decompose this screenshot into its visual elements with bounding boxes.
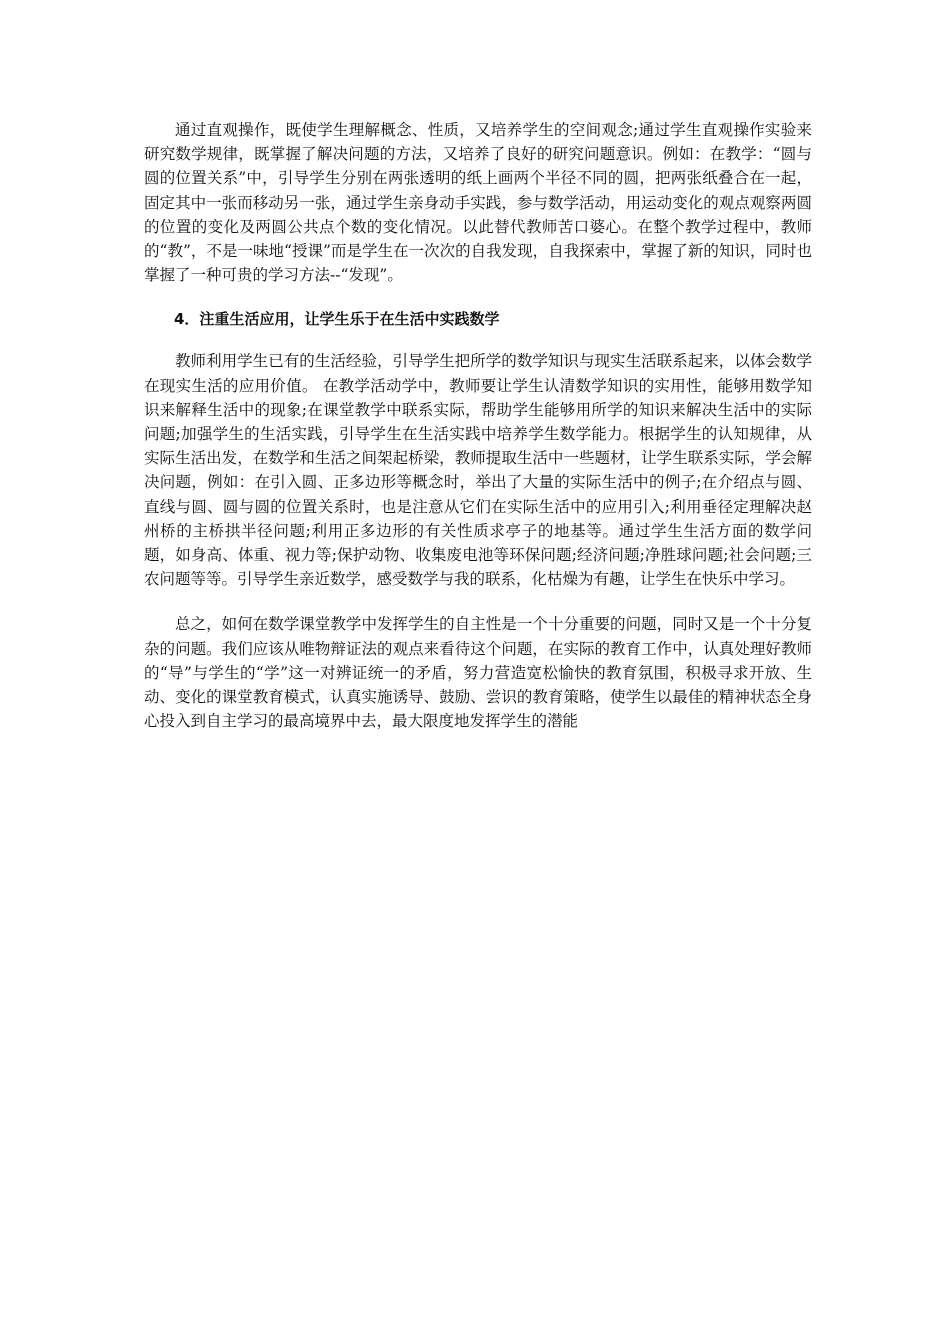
section-heading-4: 4．注重生活应用，让学生乐于在生活中实践数学 bbox=[174, 310, 500, 329]
paragraph-intuitive-operation: 通过直观操作，既使学生理解概念、性质，又培养学生的空间观念;通过学生直观操作实验来研究数学规律，既掌握了解决问题的方法，又培养了良好的研究问题意识。例如：在教学：“圆与圆的位置关系”中，引导学生分别在两张透明的纸上画两个半径不同的圆，把两张纸叠合在一起，固定其中一张而移动另一张，通过学生亲身动手实践，参与数学活动，用运动变化的观点观察两圆的位置的变化及两圆公共点个数的变化情况。以此替代教师苦口婆心。在整个教学过程中，教师的“教”，不是一味地“授课”而是学生在一次次的自我发现，自我探索中，掌握了新的知识，同时也掌握了一种可贵的学习方法--“发现”。 bbox=[144, 121, 812, 285]
paragraph-conclusion: 总之，如何在数学课堂教学中发挥学生的自主性是一个十分重要的问题，同时又是一个十分复杂的问题。我们应该从唯物辩证法的观点来看待这个问题，在实际的教育工作中，认真处理好教师的“导”与学生的“学”这一对辨证统一的矛盾，努力营造宽松愉快的教育氛围，积极寻求开放、生动、变化的课堂教育模式，认真实施诱导、鼓励、尝识的教育策略，使学生以最佳的精神状态全身心投入到自主学习的最高境界中去，最大限度地发挥学生的潜能 bbox=[144, 615, 812, 731]
paragraph-life-application: 教师利用学生已有的生活经验，引导学生把所学的数学知识与现实生活联系起来，以体会数学在现实生活的应用价值。 在教学活动学中，教师要让学生认清数学知识的实用性，能够用数学知识来解释生活中的现象;在课堂教学中联系实际，帮助学生能够用所学的知识来解决生活中的实际问题;加强学生的生活实践，引导学生在生活实践中培养学生数学能力。根据学生的认知规律，从实际生活出发，在数学和生活之间架起桥梁，教师提取生活中一些题材，让学生联系实际，学会解决问题，例如：在引入圆、正多边形等概念时，举出了大量的实际生活中的例子;在介绍点与圆、直线与圆、圆与圆的位置关系时，也是注意从它们在实际生活中的应用引入;利用垂径定理解决赵州桥的主桥拱半径问题;利用正多边形的有关性质求亭子的地基等。通过学生生活方面的数学问题，如身高、体重、视力等;保护动物、收集废电池等环保问题;经济问题;净胜球问题;社会问题;三农问题等等。引导学生亲近数学，感受数学与我的联系，化枯燥为有趣，让学生在快乐中学习。 bbox=[144, 352, 812, 589]
document-page bbox=[144, 118, 812, 754]
